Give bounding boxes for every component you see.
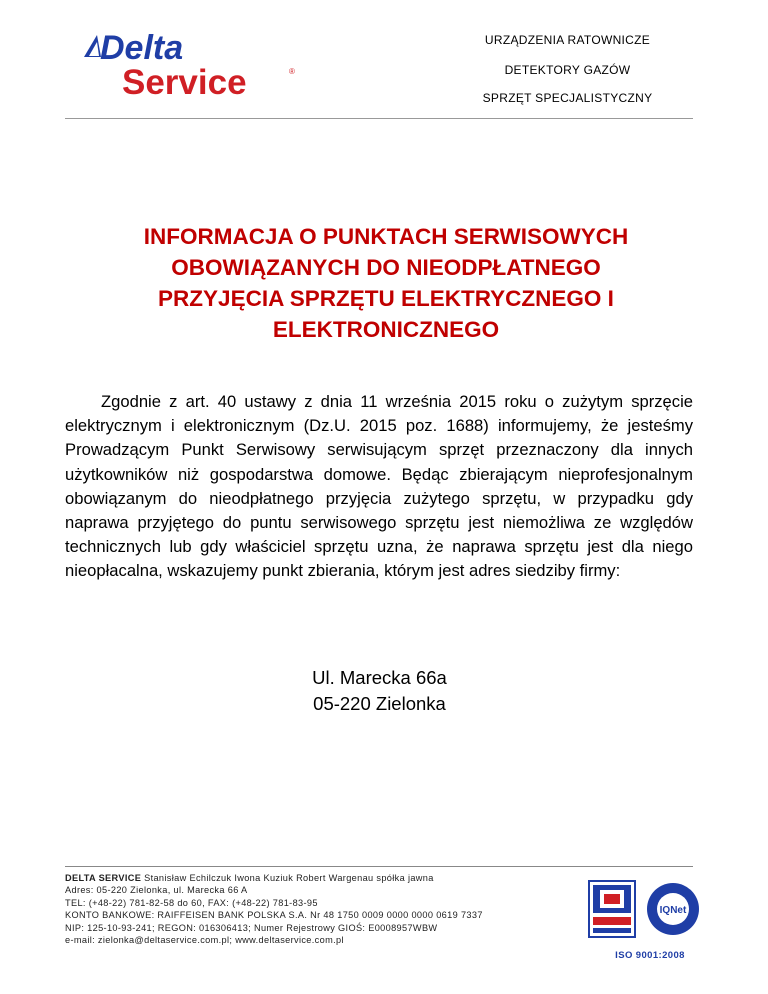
footer-phone: TEL: (+48-22) 781-82-58 do 60, FAX: (+48-22) 781-83-95: [65, 897, 318, 908]
footer-bank: KONTO BANKOWE: RAIFFEISEN BANK POLSKA S.A. Nr 48 1750 0009 0000 0000 0619 7337: [65, 910, 483, 921]
footer-address: Adres: 05-220 Zielonka, ul. Marecka 66 A: [65, 885, 248, 896]
logo-text-delta: Delta: [100, 29, 184, 67]
footer-ids: NIP: 125-10-93-241; REGON: 016306413; Numer Rejestrowy GIOŚ: E0008957WBW: [65, 922, 438, 933]
logo-registered-mark: ®: [289, 67, 295, 76]
address-street: Ul. Marecka 66a: [312, 667, 447, 688]
title-line: ELEKTRONICZNEGO: [272, 317, 500, 342]
collection-point-address: [200, 665, 559, 717]
iso-certification-label: ISO 9001:2008: [615, 950, 685, 961]
delta-service-logo: [70, 27, 310, 105]
document-title: [80, 221, 692, 345]
quality-certificate-icon: [588, 880, 636, 938]
footer-company-rest: Stanisław Echilczuk Iwona Kuziuk Robert Wargenau spółka jawna: [141, 873, 434, 883]
title-line: PRZYJĘCIA SPRZĘTU ELEKTRYCZNEGO I: [158, 286, 614, 311]
tagline-gas-detectors: DETEKTORY GAZÓW: [504, 63, 631, 77]
footer-divider: [65, 866, 693, 867]
footer-company-bold: DELTA SERVICE: [65, 873, 142, 883]
iqnet-label: IQNet: [659, 905, 687, 916]
logo-text-service: Service: [122, 63, 247, 102]
body-paragraph: Zgodnie z art. 40 ustawy z dnia 11 września 2015 roku o zużytym sprzęcie elektrycznym i elektronicznym (Dz.U. 2015 poz. 1688) informujemy, że jesteśmy Prowadzącym Punkt Serwisowy serwisującym sprzęt przeznaczony dla innych użytkowników niż gospodarstwa domowe. Będąc zbierającym nieprofesjonalnym obowiązanym do nieodpłatnego przyjęcia zużytego sprzętu, w przypadku gdy naprawa przyjętego do puntu serwisowego sprzętu jest niemożliwa ze względów technicznych lub gdy właściciel sprzętu uzna, że naprawa sprzętu jest dla niego nieopłacalna, wskazujemy punkt zbierania, którym jest adres siedziby firmy:: [65, 392, 693, 581]
tagline-rescue-equipment: URZĄDZENIA RATOWNICZE: [484, 33, 651, 47]
title-line: OBOWIĄZANYCH DO NIEODPŁATNEGO: [171, 255, 601, 280]
footer-email: e-mail: zielonka@deltaservice.com.pl; www.deltaservice.com.pl: [65, 935, 344, 946]
tagline-special-equipment: SPRZĘT SPECJALISTYCZNY: [482, 91, 653, 105]
header-divider: [65, 118, 693, 119]
address-city: 05-220 Zielonka: [313, 693, 446, 714]
footer-company-name: [65, 872, 565, 884]
footer-company-info: [65, 872, 565, 946]
iqnet-certificate-icon: [645, 881, 701, 937]
title-line: INFORMACJA O PUNKTACH SERWISOWYCH: [143, 224, 629, 249]
